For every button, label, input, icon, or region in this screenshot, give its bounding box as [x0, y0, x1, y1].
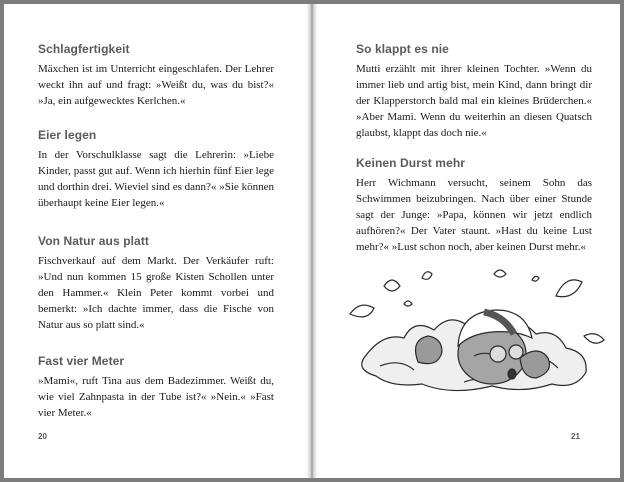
right-page — [316, 4, 620, 478]
joke-section — [356, 156, 592, 255]
joke-heading: Fast vier Meter — [38, 354, 125, 368]
joke-section — [38, 234, 274, 333]
joke-section — [38, 128, 274, 211]
joke-heading: Keinen Durst mehr — [356, 156, 466, 170]
swimming-boy-illustration — [344, 266, 614, 414]
joke-text: Mutti erzählt mit ihrer kleinen Tochter. »Wenn du immer lieb und artig bist, mein Kind, dann bringt dir der Klapperstorch bald mal ein kleines Brüderchen.« »Aber Mami. Wenn du weiterhin an diesen Quatsch glaubst, klappt das doch nie.« — [356, 63, 592, 139]
joke-section — [38, 42, 274, 109]
joke-section — [38, 354, 274, 421]
page-number: 20 — [38, 432, 47, 441]
book-spread — [4, 4, 620, 478]
joke-heading: So klappt es nie — [356, 42, 449, 56]
joke-heading: Von Natur aus platt — [38, 234, 150, 248]
page-number: 21 — [571, 432, 580, 441]
left-page — [4, 4, 308, 478]
joke-text: Mäxchen ist im Unterricht eingeschlafen. Der Lehrer weckt ihn auf und fragt: »Weißt du, was du bist?« »Ja, ein aufgewecktes Kerlchen.« — [38, 63, 274, 107]
joke-text: »Mami«, ruft Tina aus dem Badezimmer. Weißt du, wie viel Zahnpasta in der Tube ist?« »Nein.« »Fast vier Meter.« — [38, 375, 274, 419]
joke-text: Herr Wichmann versucht, seinem Sohn das Schwimmen beizubringen. Nach über einer Stunde sagt der Junge: »Papa, können wir jetzt endlich aufhören?« Der Vater staunt. »Hast du keine Lust mehr?« »Lust schon noch, aber keinen Durst mehr.« — [356, 177, 592, 253]
joke-text: Fischverkauf auf dem Markt. Der Verkäufer ruft: »Und nun kommen 15 große Kisten Schollen unter den Hammer.« Klein Peter kommt vorbei und bemerkt: »Ich dachte immer, dass die Fische von Natur aus so platt sind.« — [38, 255, 274, 331]
joke-heading: Schlagfertigkeit — [38, 42, 130, 56]
joke-text: In der Vorschulklasse sagt die Lehrerin: »Liebe Kinder, passt gut auf. Wenn ich hierhin fünf Eier lege und dorthin drei. Wieviel sind es dann?« »Sie können überhaupt keine Eier legen.« — [38, 149, 274, 209]
book-gutter — [306, 4, 318, 478]
joke-heading: Eier legen — [38, 128, 97, 142]
joke-section — [356, 42, 592, 141]
